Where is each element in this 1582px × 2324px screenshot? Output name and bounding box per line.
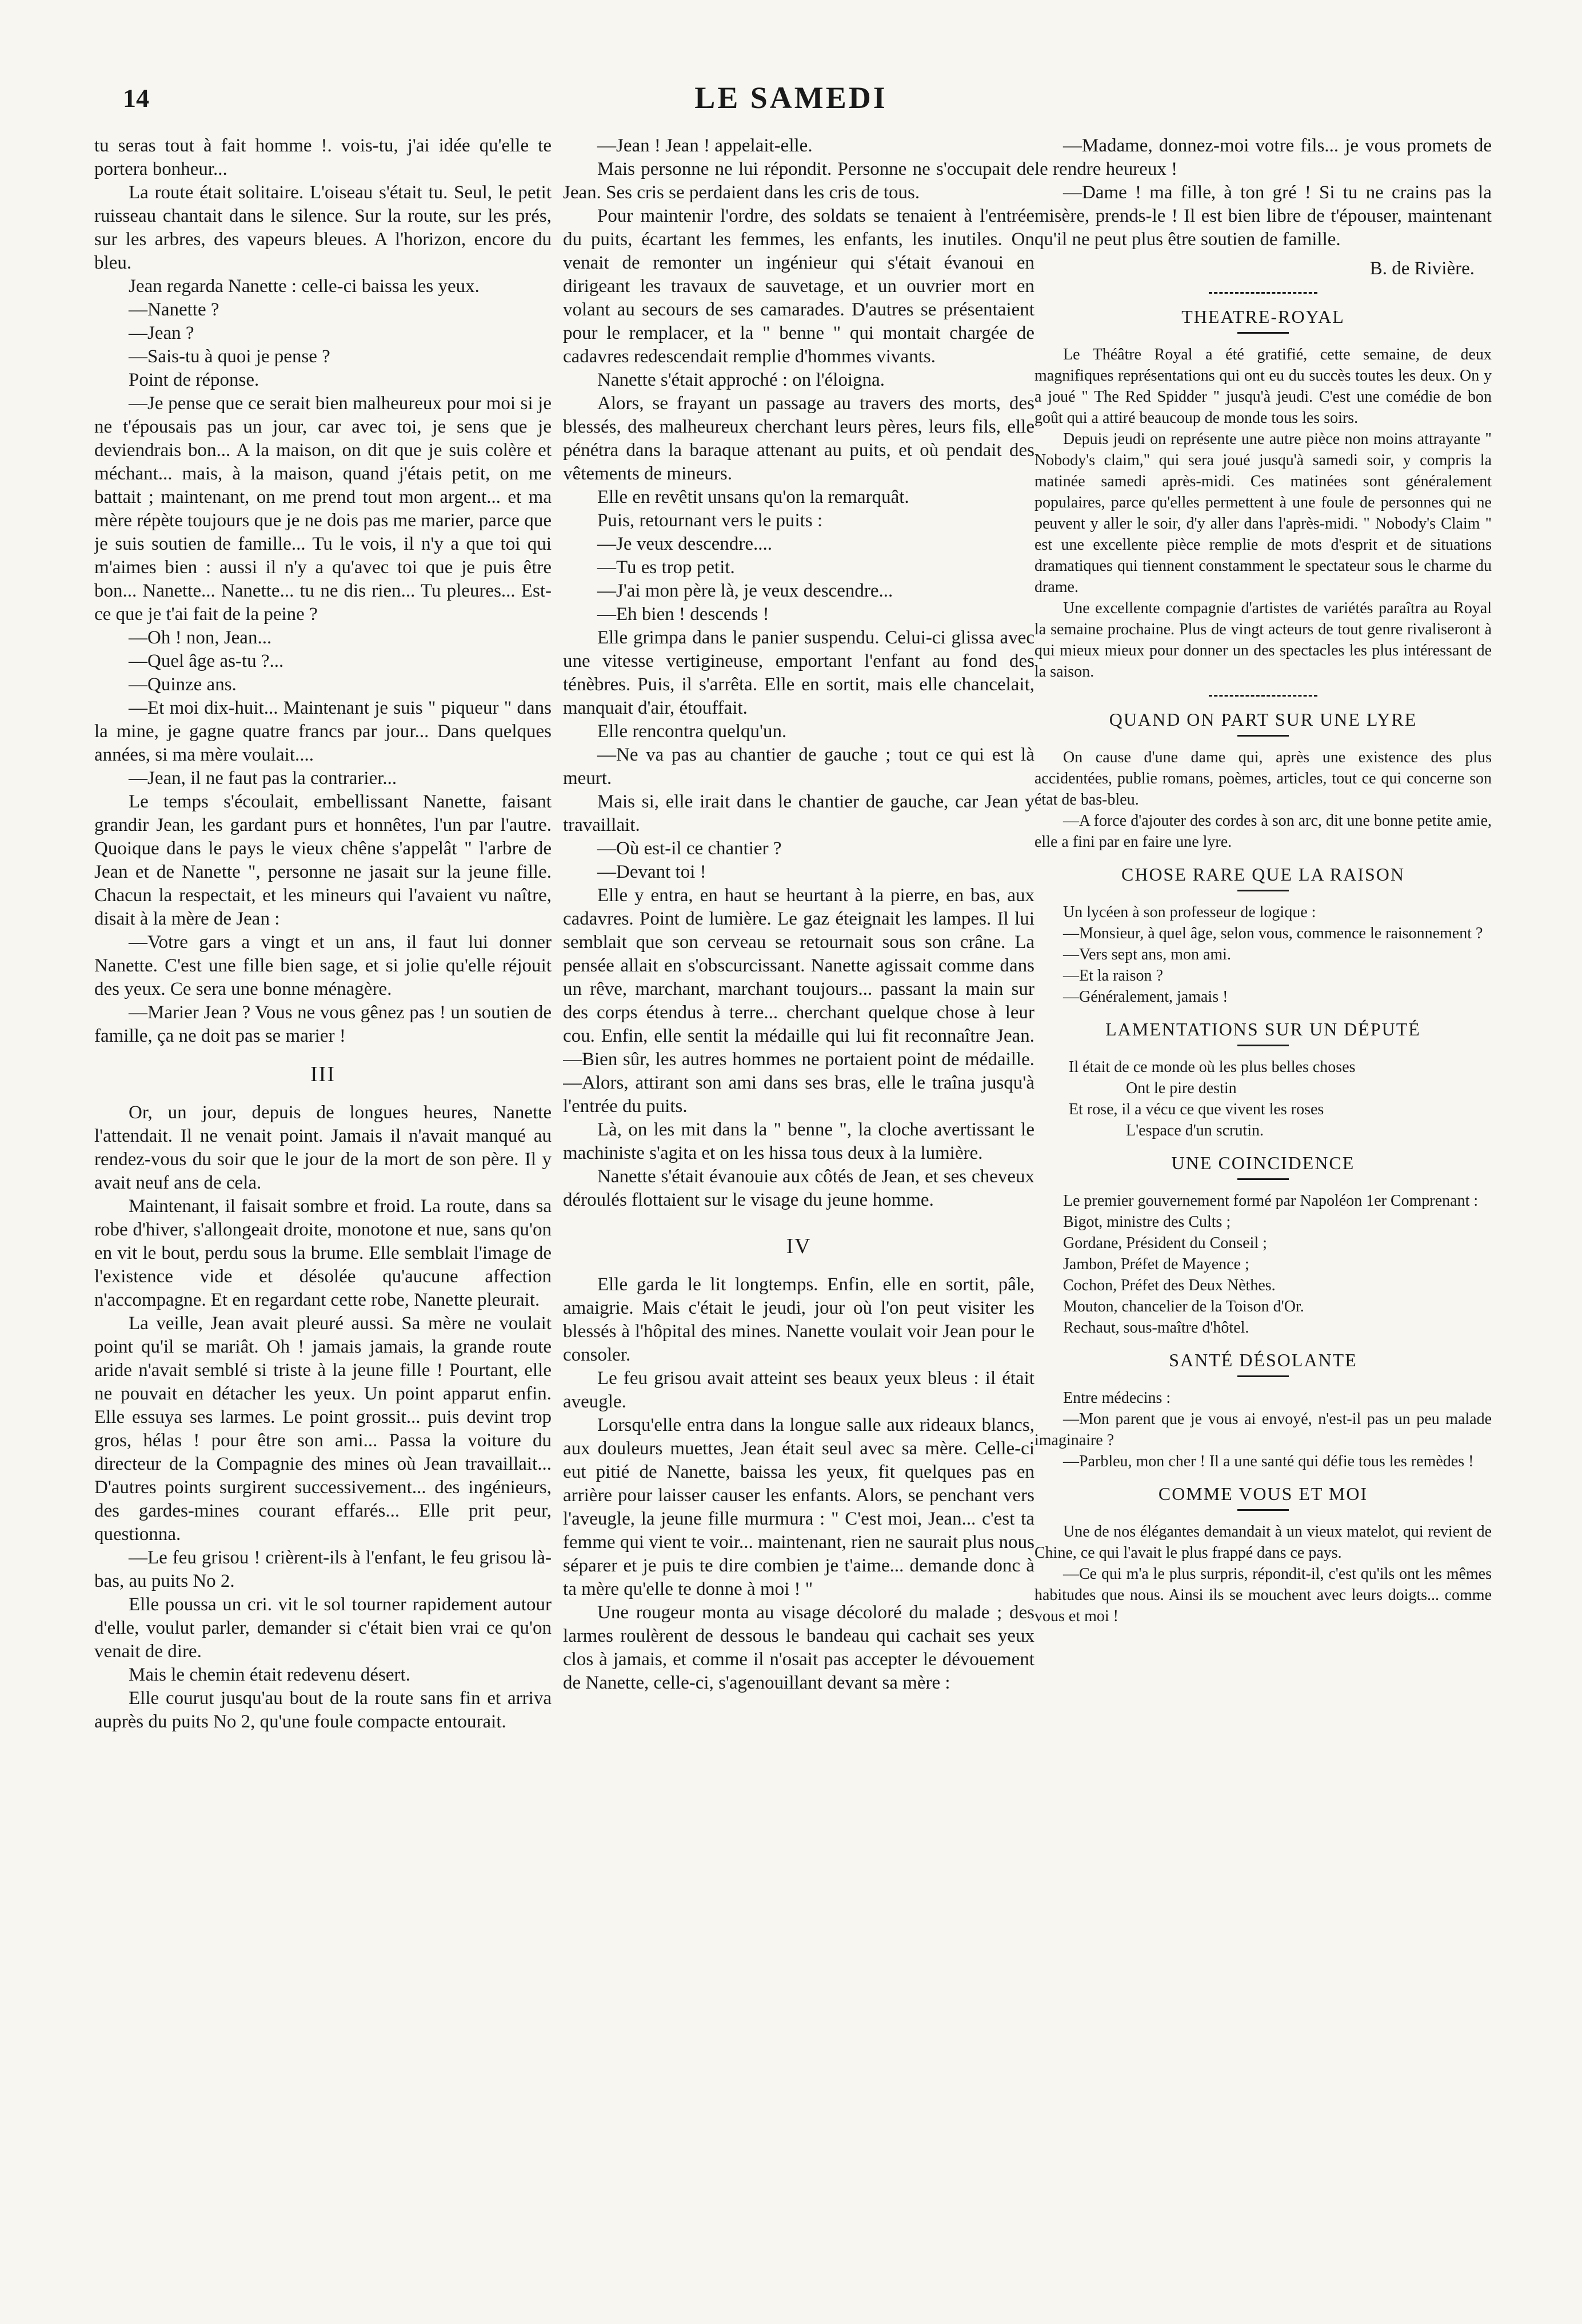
divider bbox=[1209, 292, 1317, 294]
heading-coincidence: UNE COINCIDENCE bbox=[1171, 1153, 1355, 1173]
divider bbox=[1237, 1375, 1289, 1377]
paragraph: —Oh ! non, Jean... bbox=[129, 627, 272, 648]
paragraph: —Jean ? bbox=[129, 323, 194, 343]
paragraph: Jean regarda Nanette : celle-ci baissa les yeux. bbox=[129, 276, 480, 297]
paragraph: Elle courut jusqu'au bout de la route sans fin et arriva auprès du puits No 2, qu'une foule compacte entourait. bbox=[94, 1688, 552, 1732]
divider bbox=[1237, 1509, 1289, 1511]
paragraph: —Tu es trop petit. bbox=[597, 557, 735, 578]
paragraph: —Votre gars a vingt et un ans, il faut lui donner Nanette. C'est une fille bien sage, et si jolie qu'elle réjouit des yeux. Ce sera une bonne ménagère. bbox=[94, 932, 552, 999]
paragraph: tu seras tout à fait homme !. vois-tu, j'ai idée qu'elle te portera bonheur... bbox=[94, 135, 552, 179]
list-item: Rechaut, sous-maître d'hôtel. bbox=[1063, 1319, 1249, 1337]
page-header bbox=[0, 0, 1582, 123]
paragraph: —Parbleu, mon cher ! Il a une santé qui défie tous les remèdes ! bbox=[1063, 1453, 1474, 1470]
paragraph: —Quel âge as-tu ?... bbox=[129, 651, 284, 671]
poem-line: Ont le pire destin bbox=[1126, 1079, 1237, 1097]
list-item: Mouton, chancelier de la Toison d'Or. bbox=[1063, 1298, 1304, 1315]
paragraph: Mais si, elle irait dans le chantier de gauche, car Jean y travaillait. bbox=[563, 791, 1034, 835]
paragraph: Puis, retournant vers le puits : bbox=[597, 510, 823, 531]
paragraph: —Généralement, jamais ! bbox=[1063, 988, 1228, 1006]
divider bbox=[1237, 735, 1289, 737]
paragraph: —Le feu grisou ! crièrent-ils à l'enfant, le feu grisou là-bas, au puits No 2. bbox=[94, 1547, 552, 1591]
heading-theatre-royal: THEATRE-ROYAL bbox=[1181, 306, 1345, 327]
paragraph: Elle poussa un cri. vit le sol tourner rapidement autour d'elle, voulut parler, demander si c'était bien vrai ce qu'on venait de dire. bbox=[94, 1594, 552, 1662]
paragraph: —Où est-il ce chantier ? bbox=[597, 838, 782, 859]
column-2 bbox=[563, 134, 1034, 2311]
paragraph: —Monsieur, à quel âge, selon vous, commence le raisonnement ? bbox=[1063, 925, 1483, 942]
paragraph: Alors, se frayant un passage au travers des morts, des blessés, des malheureux cherchant leurs pères, leurs fils, elle pénétra dans la baraque attenant au puits, et où pendait des vêtements de mineurs. bbox=[563, 393, 1034, 484]
paragraph: Un lycéen à son professeur de logique : bbox=[1063, 903, 1316, 921]
poem-line: Et rose, il a vécu ce que vivent les roses bbox=[1069, 1101, 1324, 1118]
list-item: Bigot, ministre des Cults ; bbox=[1063, 1213, 1231, 1231]
poem-line: Il était de ce monde où les plus belles choses bbox=[1069, 1058, 1356, 1076]
paragraph: —Et la raison ? bbox=[1063, 967, 1163, 985]
paragraph: —Jean ! Jean ! appelait-elle. bbox=[597, 135, 813, 156]
paragraph: Le premier gouvernement formé par Napoléon 1er Comprenant : bbox=[1063, 1192, 1479, 1210]
paragraph: Une rougeur monta au visage décoloré du malade ; des larmes roulèrent de dessous le bandeau qui cachait ses yeux clos à jamais, et comme il n'osait pas accepter le dévouement de Nanette, celle-ci, s'agenouillant devant sa mère : bbox=[563, 1602, 1034, 1693]
heading-raison: CHOSE RARE QUE LA RAISON bbox=[1121, 864, 1405, 885]
paragraph: Une de nos élégantes demandait à un vieux matelot, qui revient de Chine, ce qui l'avait le plus frappé dans ce pays. bbox=[1034, 1523, 1492, 1562]
paragraph: Lorsqu'elle entra dans la longue salle aux rideaux blancs, aux douleurs muettes, Jean était seul avec sa mère. Celle-ci eut pitié de Nanette, baissa les yeux, fit quelques pas en arrière pour laisser causer les enfants. Alors, se penchant vers l'aveugle, la jeune fille murmura : " C'est moi, Jean... c'est ta femme qui vient te voir... maintenant, rien ne saurait plus nous séparer et je puis te dire combien je t'aime... demande donc à ta mère qu'elle te donne à moi ! " bbox=[563, 1415, 1034, 1599]
paragraph: Elle rencontra quelqu'un. bbox=[597, 721, 787, 742]
paragraph: —Eh bien ! descends ! bbox=[597, 604, 769, 625]
paragraph: —J'ai mon père là, je veux descendre... bbox=[597, 581, 893, 601]
heading-lyre: QUAND ON PART SUR UNE LYRE bbox=[1109, 709, 1417, 730]
heading-comme-vous-et-moi: COMME VOUS ET MOI bbox=[1158, 1483, 1368, 1504]
publication-title: LE SAMEDI bbox=[694, 81, 888, 115]
paragraph: Le feu grisou avait atteint ses beaux yeux bleus : il était aveugle. bbox=[563, 1368, 1034, 1412]
paragraph: —Quinze ans. bbox=[129, 674, 237, 695]
paragraph: —Et moi dix-huit... Maintenant je suis " piqueur " dans la mine, je gagne quatre francs par jour... Dans quelques années, si ma mère voulait.... bbox=[94, 698, 552, 765]
section-number-iii: III bbox=[310, 1062, 335, 1086]
paragraph: Elle grimpa dans le panier suspendu. Celui-ci glissa avec une vitesse vertigineuse, emportant l'enfant au fond des ténèbres. Puis, il s'arrêta. Elle en sortit, mais elle chancelait, manquait d'air, étouffait. bbox=[563, 627, 1034, 718]
paragraph: —Vers sept ans, mon ami. bbox=[1063, 946, 1231, 963]
list-item: Jambon, Préfet de Mayence ; bbox=[1063, 1255, 1249, 1273]
page-number: 14 bbox=[123, 83, 149, 113]
heading-depute: LAMENTATIONS SUR UN DÉPUTÉ bbox=[1105, 1019, 1421, 1039]
poem-line: L'espace d'un scrutin. bbox=[1126, 1122, 1264, 1139]
divider bbox=[1237, 1045, 1289, 1046]
paragraph: Le temps s'écoulait, embellissant Nanette, faisant grandir Jean, les gardant purs et honnêtes, l'un par l'autre. Quoique dans le pays le vieux chêne s'appelât " l'arbre de Jean et de Nanette ", personne ne jasait sur la jeune fille. Chacun la respectait, et les mineurs qui l'avaient vu naître, disait à la mère de Jean : bbox=[94, 791, 552, 929]
paragraph: Une excellente compagnie d'artistes de variétés paraîtra au Royal la semaine prochaine. Plus de vingt acteurs de tout genre rivaliseront à qui mieux mieux pour donner un des spectacles les plus intéressant de la saison. bbox=[1034, 599, 1492, 681]
paragraph: Entre médecins : bbox=[1063, 1389, 1171, 1407]
paragraph: —Madame, donnez-moi votre fils... je vous promets de le rendre heureux ! bbox=[1034, 135, 1492, 179]
divider bbox=[1237, 1178, 1289, 1180]
paragraph: Le Théâtre Royal a été gratifié, cette semaine, de deux magnifiques représentations qui ont eu du succès toutes les deux. On y a joué " The Red Spidder " jusqu'à jeudi. C'est une comédie de bon goût qui a attiré beaucoup de monde tous les soirs. bbox=[1034, 346, 1492, 427]
paragraph: —Je veux descendre.... bbox=[597, 534, 773, 554]
paragraph: Elle y entra, en haut se heurtant à la pierre, en bas, aux cadavres. Point de lumière. Le gaz éteignait les lampes. Il lui semblait que son cerveau se retournait sous son crâne. La pensée allait en s'obscurcissant. Nanette agissait comme dans un rêve, marchant, marchant toujours... passant la main sur des corps étendus à terre... cherchant quelque chose à leur cou. Enfin, elle sentit la médaille qui lui fit reconnaître Jean.—Bien sûr, les autres hommes ne portaient point de médaille.—Alors, attirant son ami dans ses bras, elle le traîna jusqu'à l'entrée du puits. bbox=[563, 885, 1034, 1117]
paragraph: —Devant toi ! bbox=[597, 862, 706, 882]
paragraph: Là, on les mit dans la " benne ", la cloche avertissant le machiniste s'agita et on les hissa tous deux à la lumière. bbox=[563, 1119, 1034, 1163]
paragraph: Maintenant, il faisait sombre et froid. La route, dans sa robe d'hiver, s'allongeait droite, monotone et nue, sans qu'on en vit le bout, perdu sous la brume. Elle semblait l'image de l'existence vide et désolée qu'aucune affection n'accompagne. Et en regardant cette robe, Nanette pleurait. bbox=[94, 1196, 552, 1310]
paragraph: —Sais-tu à quoi je pense ? bbox=[129, 346, 330, 367]
paragraph: Or, un jour, depuis de longues heures, Nanette l'attendait. Il ne venait point. Jamais il n'avait manqué au rendez-vous du soir que le jour de la mort de son père. Il y avait neuf ans de cela. bbox=[94, 1102, 552, 1193]
list-item: Cochon, Préfet des Deux Nèthes. bbox=[1063, 1277, 1276, 1294]
divider bbox=[1237, 890, 1289, 891]
paragraph: On cause d'une dame qui, après une existence des plus accidentées, publie romans, poèmes, articles, tout ce qui concerne son état de bas-bleu. bbox=[1034, 749, 1492, 809]
column-3 bbox=[1034, 134, 1492, 2311]
paragraph: —Ne va pas au chantier de gauche ; tout ce qui est là meurt. bbox=[563, 745, 1034, 789]
paragraph: Depuis jeudi on représente une autre pièce non moins attrayante " Nobody's claim," qui sera joué jusqu'à samedi soir, y compris la matinée samedi après-midi. Ces matinées sont généralement populaires, parce qu'elles permettent à une foule de personnes qui ne peuvent y aller le soir, d'y aller dans l'après-midi. " Nobody's Claim " est une excellente pièce remplie de mots d'esprit et de situations dramatiques qui tiennent constamment le spectateur sous le charme du drame. bbox=[1034, 430, 1492, 596]
heading-sante: SANTÉ DÉSOLANTE bbox=[1169, 1350, 1357, 1370]
paragraph: Nanette s'était évanouie aux côtés de Jean, et ses cheveux déroulés flottaient sur le visage du jeune homme. bbox=[563, 1166, 1034, 1210]
paragraph: La veille, Jean avait pleuré aussi. Sa mère ne voulait point qu'il se mariât. Oh ! jamais jamais, la grande route aride n'avait semblé si triste à la jeune fille ! Pourtant, elle ne pouvait en détacher les yeux. Un point apparut enfin. Elle essuya ses larmes. Le point grossit... puis devint trop gros, hélas ! pour être son ami... Passa la voiture du directeur de la Compagnie des mines où Jean travaillait... D'autres points surgirent successivement... des ingénieurs, des gardes-mines courant effarés... Elle prit peur, questionna. bbox=[94, 1313, 552, 1545]
paragraph: La route était solitaire. L'oiseau s'était tu. Seul, le petit ruisseau chantait dans le silence. Sur la route, sur les prés, sur les arbres, des vapeurs bleues. A l'horizon, encore du bleu. bbox=[94, 182, 552, 273]
divider bbox=[1209, 695, 1317, 697]
paragraph: —Nanette ? bbox=[129, 299, 219, 320]
paragraph: —Je pense que ce serait bien malheureux pour moi si je ne t'épousais pas un jour, car avec toi, je sens que je deviendrais bon... A la maison, on dit que je suis colère et méchant... mais, à la maison, quand j'étais petit, on me battait ; maintenant, on me prend tout mon argent... et ma mère répète toujours que je ne dois pas me marier, parce que je suis soutien de famille... Tu le vois, il n'y a que toi qui m'aimes bien : aussi il n'y a qu'avec toi que je puis être bon... Nanette... Nanette... tu ne dis rien... Tu pleures... Est-ce que je t'ai fait de la peine ? bbox=[94, 393, 552, 625]
paragraph: —Marier Jean ? Vous ne vous gênez pas ! un soutien de famille, ça ne doit pas se marier ! bbox=[94, 1002, 552, 1046]
paragraph: Nanette s'était approché : on l'éloigna. bbox=[597, 370, 885, 390]
paragraph: —Mon parent que je vous ai envoyé, n'est-il pas un peu malade imaginaire ? bbox=[1034, 1410, 1492, 1449]
paragraph: Pour maintenir l'ordre, des soldats se tenaient à l'entrée du puits, écartant les femmes, les enfants, les inutiles. On venait de remonter un ingénieur qui s'était évanoui en dirigeant les travaux de sauvetage, et un ouvrier mort en volant au secours de ses camarades. D'autres se présentaient pour le remplacer, et la " benne " qui montait chargée de cadavres redescendait remplie d'hommes vivants. bbox=[563, 206, 1034, 367]
author-signature: B. de Rivière. bbox=[1369, 258, 1475, 279]
paragraph: —Ce qui m'a le plus surpris, répondit-il, c'est qu'ils ont les mêmes habitudes que nous. Ainsi ils se mouchent avec leurs doigts... comme vous et moi ! bbox=[1034, 1565, 1492, 1625]
paragraph: —Jean, il ne faut pas la contrarier... bbox=[129, 768, 397, 789]
paragraph: —A force d'ajouter des cordes à son arc, dit une bonne petite amie, elle a fini par en faire une lyre. bbox=[1034, 812, 1492, 851]
paragraph: Elle garda le lit longtemps. Enfin, elle en sortit, pâle, amaigrie. Mais c'était le jeudi, jour où l'on peut visiter les blessés à l'hôpital des mines. Nanette voulait voir Jean pour le consoler. bbox=[563, 1274, 1034, 1365]
divider bbox=[1237, 332, 1289, 334]
paragraph: Point de réponse. bbox=[129, 370, 259, 390]
column-1 bbox=[94, 134, 552, 2311]
paragraph: Mais personne ne lui répondit. Personne ne s'occupait de Jean. Ses cris se perdaient dans les cris de tous. bbox=[563, 159, 1034, 203]
paragraph: Elle en revêtit unsans qu'on la remarquât. bbox=[597, 487, 909, 507]
paragraph: —Dame ! ma fille, à ton gré ! Si tu ne crains pas la misère, prends-le ! Il est bien libre de t'épouser, maintenant qu'il ne peut plus être soutien de famille. bbox=[1034, 182, 1492, 250]
section-number-iv: IV bbox=[786, 1234, 812, 1258]
paragraph: Mais le chemin était redevenu désert. bbox=[129, 1665, 410, 1685]
list-item: Gordane, Président du Conseil ; bbox=[1063, 1234, 1267, 1252]
